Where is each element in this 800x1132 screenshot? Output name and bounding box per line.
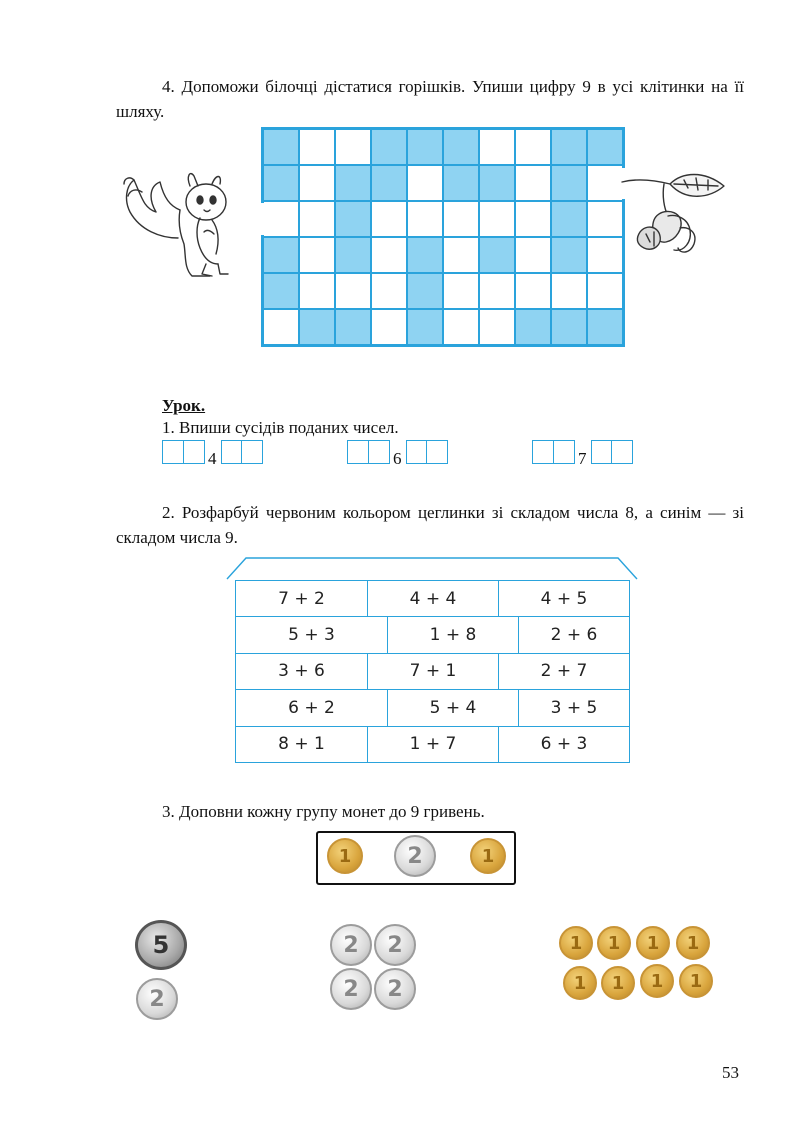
grid-cell <box>480 130 514 164</box>
path-cell[interactable] <box>552 202 586 236</box>
answer-box[interactable] <box>591 440 613 464</box>
path-cell[interactable] <box>336 202 370 236</box>
path-cell[interactable] <box>480 238 514 272</box>
grid-cell <box>300 130 334 164</box>
path-cell[interactable] <box>552 166 586 200</box>
grid-cell <box>444 202 478 236</box>
brick[interactable]: 3 + 6 <box>235 653 368 690</box>
squirrel-icon <box>120 168 232 284</box>
task-4-text: 4. Допоможи білочці дістатися горішків. Упиши цифру 9 в усі клітинки на її шляху. <box>116 77 744 121</box>
answer-box[interactable] <box>426 440 448 464</box>
brick[interactable]: 1 + 8 <box>387 616 519 653</box>
answer-box[interactable] <box>532 440 554 464</box>
grid-cell <box>300 166 334 200</box>
task-2-text: 2. Розфарбуй червоним кольором цеглинки зі складом числа 8, а синім — зі складом числа 9. <box>116 503 744 547</box>
path-cell[interactable] <box>264 166 298 200</box>
grid-cell <box>444 274 478 308</box>
answer-box[interactable] <box>183 440 205 464</box>
grid-cell <box>408 202 442 236</box>
path-cell[interactable] <box>516 310 550 344</box>
hryvnia-coin-1: 1 <box>679 964 713 998</box>
brick[interactable]: 7 + 2 <box>235 580 368 617</box>
brick[interactable]: 5 + 3 <box>235 616 388 653</box>
path-cell[interactable] <box>264 238 298 272</box>
path-cell[interactable] <box>372 166 406 200</box>
path-cell[interactable] <box>552 130 586 164</box>
hryvnia-coin-5: 5 <box>135 920 187 970</box>
neighbor-group-2 <box>347 440 447 468</box>
given-number: 7 <box>578 449 587 468</box>
answer-box[interactable] <box>368 440 390 464</box>
grid-cell <box>588 238 622 272</box>
grid-cell <box>480 310 514 344</box>
path-cell[interactable] <box>372 130 406 164</box>
hryvnia-coin-2: 2 <box>330 968 372 1010</box>
path-cell[interactable] <box>588 310 622 344</box>
hryvnia-coin-1: 1 <box>597 926 631 960</box>
brick[interactable]: 6 + 3 <box>498 726 630 763</box>
given-number: 4 <box>208 449 217 468</box>
grid-cell <box>408 166 442 200</box>
brick-wall <box>226 556 638 766</box>
grid-cell <box>372 238 406 272</box>
answer-box[interactable] <box>611 440 633 464</box>
neighbor-group-3 <box>532 440 632 468</box>
path-cell[interactable] <box>552 238 586 272</box>
path-cell[interactable] <box>264 274 298 308</box>
answer-box[interactable] <box>241 440 263 464</box>
grid-cell <box>516 202 550 236</box>
brick[interactable]: 1 + 7 <box>367 726 499 763</box>
grid-cell <box>300 238 334 272</box>
answer-box[interactable] <box>553 440 575 464</box>
hryvnia-coin-2: 2 <box>374 924 416 966</box>
path-grid <box>261 127 625 347</box>
lesson-title: Урок. <box>162 396 206 415</box>
brick[interactable]: 2 + 7 <box>498 653 630 690</box>
path-cell[interactable] <box>336 310 370 344</box>
brick[interactable]: 8 + 1 <box>235 726 368 763</box>
answer-box[interactable] <box>347 440 369 464</box>
path-cell[interactable] <box>408 274 442 308</box>
hryvnia-coin-1: 1 <box>601 966 635 1000</box>
grid-cell <box>516 274 550 308</box>
hryvnia-coin-1: 1 <box>636 926 670 960</box>
hryvnia-coin-2: 2 <box>394 835 436 877</box>
grid-cell <box>444 238 478 272</box>
grid-cell <box>372 310 406 344</box>
grid-cell <box>516 166 550 200</box>
brick[interactable]: 4 + 5 <box>498 580 630 617</box>
answer-box[interactable] <box>221 440 243 464</box>
hryvnia-coin-1: 1 <box>563 966 597 1000</box>
grid-cell <box>516 238 550 272</box>
grid-cell <box>480 202 514 236</box>
grid-cell <box>516 130 550 164</box>
brick[interactable]: 7 + 1 <box>367 653 499 690</box>
entry-gap <box>588 166 622 200</box>
hryvnia-coin-2: 2 <box>136 978 178 1020</box>
answer-box[interactable] <box>162 440 184 464</box>
brick[interactable]: 2 + 6 <box>518 616 630 653</box>
grid-cell <box>588 274 622 308</box>
hryvnia-coin-2: 2 <box>330 924 372 966</box>
path-cell[interactable] <box>444 166 478 200</box>
path-cell[interactable] <box>480 166 514 200</box>
given-number: 6 <box>393 449 402 468</box>
entry-opening <box>260 203 265 235</box>
neighbor-group-1 <box>162 440 262 468</box>
grid-cell <box>372 274 406 308</box>
hryvnia-coin-1: 1 <box>640 964 674 998</box>
entry-gap <box>264 202 298 236</box>
page-number: 53 <box>722 1063 739 1082</box>
hazelnut-icon <box>618 168 730 264</box>
path-cell[interactable] <box>588 130 622 164</box>
brick[interactable]: 3 + 5 <box>518 689 630 726</box>
grid-cell <box>588 202 622 236</box>
hryvnia-coin-1: 1 <box>327 838 363 874</box>
path-cell[interactable] <box>336 238 370 272</box>
grid-cell <box>300 274 334 308</box>
hryvnia-coin-2: 2 <box>374 968 416 1010</box>
roof-outline <box>226 556 638 580</box>
task-1-text: 1. Впиши сусідів поданих чисел. <box>162 418 399 437</box>
task-3-text: 3. Доповни кожну групу монет до 9 гривень. <box>162 802 485 821</box>
path-cell[interactable] <box>444 130 478 164</box>
grid-cell <box>336 130 370 164</box>
path-cell[interactable] <box>264 130 298 164</box>
brick[interactable]: 5 + 4 <box>387 689 519 726</box>
brick[interactable]: 6 + 2 <box>235 689 388 726</box>
hryvnia-coin-1: 1 <box>676 926 710 960</box>
grid-cell <box>372 202 406 236</box>
answer-box[interactable] <box>406 440 428 464</box>
grid-cell <box>300 202 334 236</box>
path-cell[interactable] <box>408 238 442 272</box>
grid-cell <box>480 274 514 308</box>
path-cell[interactable] <box>408 310 442 344</box>
hryvnia-coin-1: 1 <box>470 838 506 874</box>
grid-cell <box>444 310 478 344</box>
path-cell[interactable] <box>552 310 586 344</box>
grid-cell <box>552 274 586 308</box>
path-cell[interactable] <box>300 310 334 344</box>
path-cell[interactable] <box>336 166 370 200</box>
hryvnia-coin-1: 1 <box>559 926 593 960</box>
brick[interactable]: 4 + 4 <box>367 580 499 617</box>
grid-cell <box>264 310 298 344</box>
grid-cell <box>336 274 370 308</box>
path-cell[interactable] <box>408 130 442 164</box>
